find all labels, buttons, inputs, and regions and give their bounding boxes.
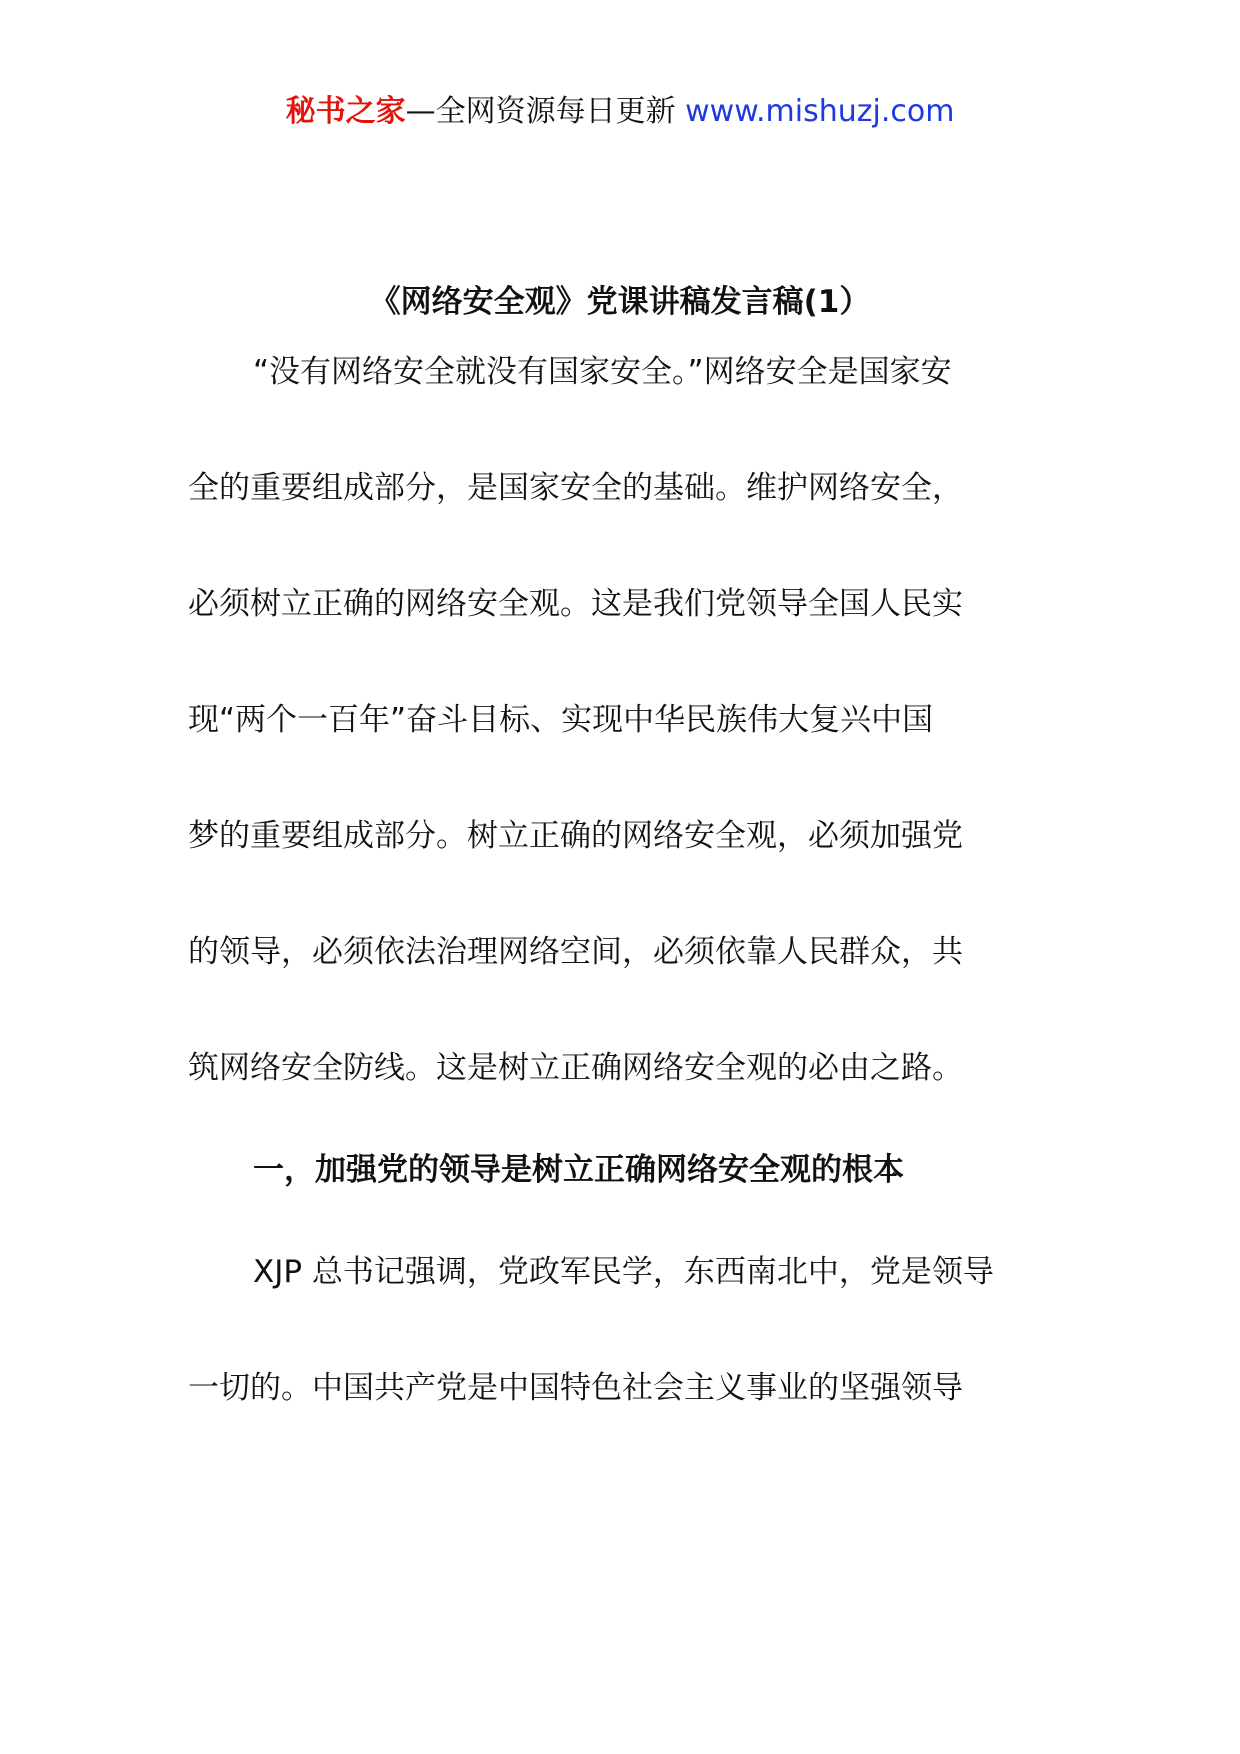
paragraph-1-line: “没有网络安全就没有国家安全。”网络安全是国家安 <box>253 354 952 390</box>
site-brand: 秘书之家 <box>285 94 406 129</box>
paragraph-2-line: 一切的。中国共产党是中国特色社会主义事业的坚强领导 <box>188 1370 963 1406</box>
site-tagline: —全网资源每日更新 <box>405 94 686 129</box>
paragraph-1-line: 的领导，必须依法治理网络空间，必须依靠人民群众，共 <box>188 934 963 970</box>
section-1-heading: 一，加强党的领导是树立正确网络安全观的根本 <box>253 1152 904 1188</box>
paragraph-1-line: 筑网络安全防线。这是树立正确网络安全观的必由之路。 <box>188 1050 963 1086</box>
paragraph-1-line: 梦的重要组成部分。树立正确的网络安全观，必须加强党 <box>188 818 963 854</box>
document-title: 《网络安全观》党课讲稿发言稿(1） <box>369 284 871 320</box>
site-header <box>0 92 1240 132</box>
paragraph-1-line: 现“两个一百年”奋斗目标、实现中华民族伟大复兴中国 <box>188 702 934 738</box>
site-url-link[interactable]: www.mishuzj.com <box>685 94 955 129</box>
paragraph-1-line: 必须树立正确的网络安全观。这是我们党领导全国人民实 <box>188 586 963 622</box>
paragraph-2-line: XJP 总书记强调，党政军民学，东西南北中，党是领导 <box>253 1254 994 1290</box>
paragraph-1-line: 全的重要组成部分，是国家安全的基础。维护网络安全， <box>188 470 963 506</box>
